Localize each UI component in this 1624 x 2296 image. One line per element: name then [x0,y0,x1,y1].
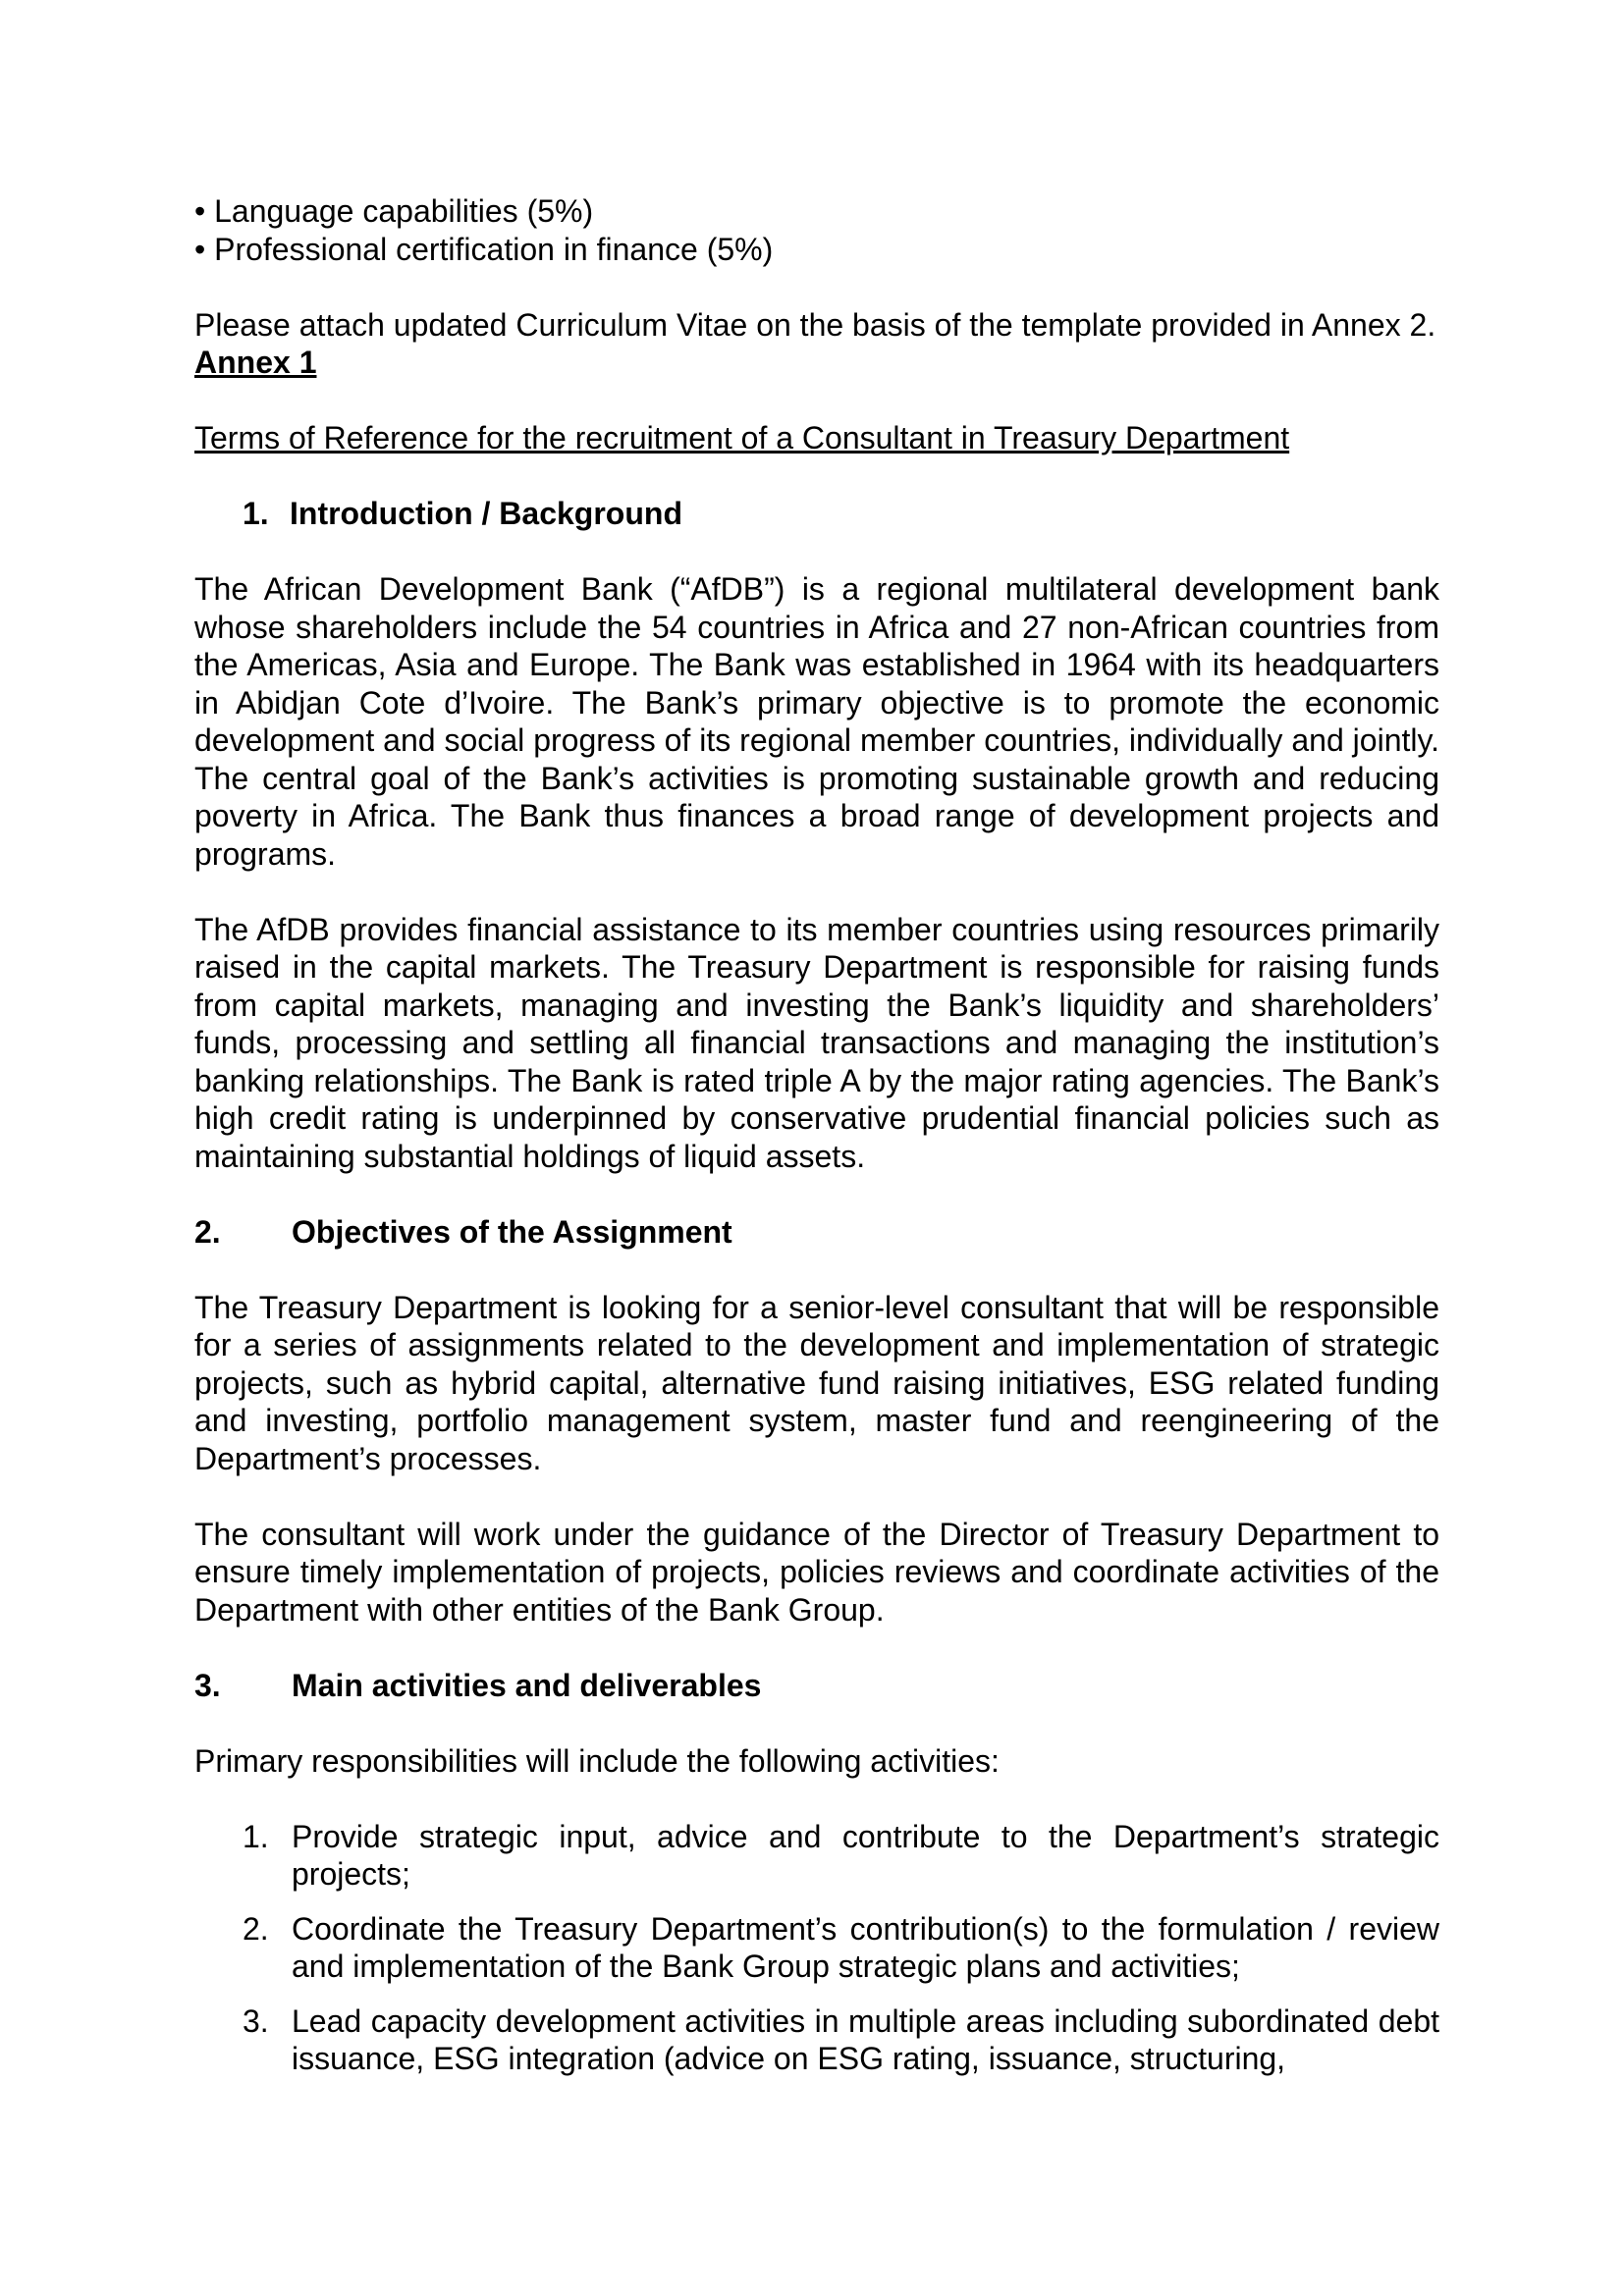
section-1-paragraph-1: The African Development Bank (“AfDB”) is a regional multilateral development bank whose shareholders include the 54 countries in Africa and 27 non-African countries from the Americas, Asia and Europe. The Bank was established in 1964 with its headquarters in Abidjan Cote d’Ivoire. The Bank’s primary objective is to promote the economic development and social progress of its regional member countries, individually and jointly. The central goal of the Bank’s activities is promoting sustainable growth and reducing poverty in Africa. The Bank thus finances a broad range of development projects and programs. [194,571,1439,872]
cv-note: Please attach updated Curriculum Vitae on the basis of the template provided in Annex 2. [194,306,1436,343]
section-2-heading [194,1213,1439,1252]
section-1-number: 1. [243,496,269,531]
bullet-certification: • Professional certification in finance (5%) [194,231,774,267]
section-2-paragraph-1: The Treasury Department is looking for a senior-level consultant that will be responsible for a series of assignments related to the development and implementation of strategic projects, such as hybrid capital, alternative fund raising initiatives, ESG related funding and investing, portfolio management system, master fund and reengineering of the Department’s processes. [194,1289,1439,1476]
list-item-text: Lead capacity development activities in multiple areas including subordinated debt issuance, ESG integration (advice on ESG rating, issuance, structuring, [292,2002,1439,2076]
section-3-heading [194,1667,1439,1705]
list-item-text: Coordinate the Treasury Department’s contribution(s) to the formulation / review and implementation of the Bank Group strategic plans and activities; [292,1910,1439,1984]
section-3-title: Main activities and deliverables [292,1667,762,1703]
section-1-paragraph-2: The AfDB provides financial assistance to its member countries using resources primarily raised in the capital markets. The Treasury Department is responsible for raising funds from capital markets, managing and investing the Bank’s liquidity and shareholders’ funds, processing and settling all financial transactions and managing the institution’s banking relationships. The Bank is rated triple A by the major rating agencies. The Bank’s high credit rating is underpinned by conservative prudential financial policies such as maintaining substantial holdings of liquid assets. [194,911,1439,1174]
document-page [194,192,1439,2078]
list-item [194,2002,1439,2078]
section-3-intro: Primary responsibilities will include the following activities: [194,1742,1000,1779]
list-item [194,1818,1439,1894]
list-item-number: 2. [243,1910,269,1947]
list-item-number: 1. [243,1818,269,1854]
list-item [194,1910,1439,1986]
bullet-language: • Language capabilities (5%) [194,193,594,229]
annex-title: Annex 1 [194,345,317,380]
activities-list [194,1818,1439,2078]
tor-title: Terms of Reference for the recruitment of a Consultant in Treasury Department [194,420,1290,455]
section-2-number: 2. [194,1213,221,1250]
section-1-heading [194,495,1439,533]
section-3-number: 3. [194,1667,221,1703]
list-item-number: 3. [243,2002,269,2039]
section-2-paragraph-2: The consultant will work under the guidance of the Director of Treasury Department to ensure timely implementation of projects, policies reviews and coordinate activities of the Department with other entities of the Bank Group. [194,1516,1439,1628]
section-1-title: Introduction / Background [290,496,682,531]
list-item-text: Provide strategic input, advice and contribute to the Department’s strategic projects; [292,1818,1439,1892]
section-2-title: Objectives of the Assignment [292,1213,732,1250]
